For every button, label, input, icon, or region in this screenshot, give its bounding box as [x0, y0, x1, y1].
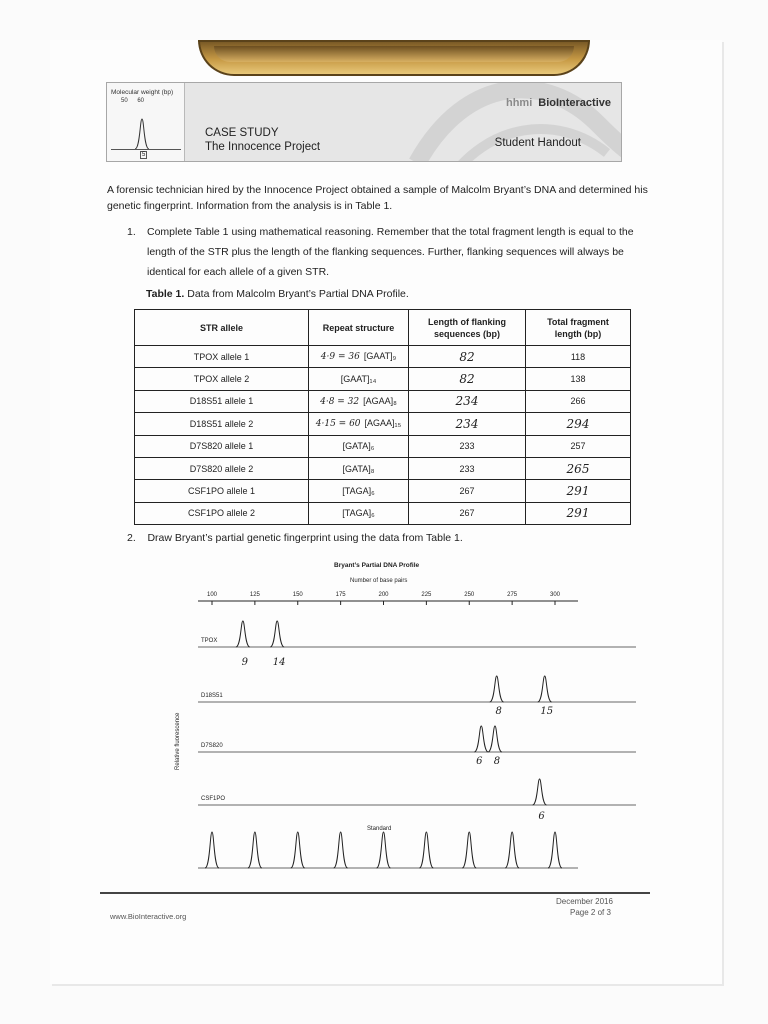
cell-allele-text: D7S820 allele 2 [189, 463, 254, 474]
lane-label: CSF1PO [201, 796, 226, 802]
x-tick-label: 125 [249, 592, 260, 598]
cell-repeat-text: [AGAA]₁₅ [364, 418, 402, 429]
handout-label: Student Handout [494, 137, 581, 149]
cell-total-text: 266 [570, 396, 586, 407]
footer-divider [100, 892, 650, 894]
lane-label: D7S820 [201, 743, 223, 749]
cell-repeat-text: [TAGA]₆ [342, 508, 375, 519]
peak-label: 9 [241, 657, 249, 668]
x-tick-label: 100 [206, 592, 218, 598]
question-2-number: 2. [127, 532, 136, 544]
mw-ticks: 50 60 [121, 98, 145, 104]
peak [377, 832, 391, 868]
x-tick-label: 300 [549, 592, 561, 598]
cell-repeat-text: [TAGA]₆ [342, 486, 375, 497]
cell-allele-text: TPOX allele 2 [193, 374, 250, 385]
cell-flanking-text: 82 [459, 349, 475, 364]
peak [291, 832, 305, 868]
cell-total-text: 257 [570, 441, 586, 452]
peak [205, 832, 219, 868]
question-2-text: Draw Bryant’s partial genetic fingerprint using the data from Table 1. [147, 532, 463, 544]
lane-label: D18S51 [201, 693, 223, 699]
cell-flanking-text: 234 [455, 394, 479, 409]
handwritten-note: 4·15 = 60 [315, 419, 361, 430]
cell-total-text: 265 [566, 461, 590, 476]
peak [462, 832, 476, 868]
cell-flanking-text: 267 [459, 508, 475, 519]
peak-label: 8 [495, 706, 502, 717]
x-tick-label: 250 [464, 592, 475, 598]
cell-repeat-text: [AGAA]₈ [363, 395, 397, 406]
chart-ylabel: Relative fluorescence [175, 712, 181, 770]
cell-flanking-text: 233 [459, 463, 475, 474]
cell-repeat-text: [GAAT]₉ [363, 351, 397, 362]
col-header-flanking: Length of flanking sequences (bp) [409, 310, 526, 346]
mw-label: Molecular weight (bp) [111, 89, 174, 96]
lane-label: Standard [367, 826, 392, 832]
intro-paragraph: A forensic technician hired by the Innocence Project obtained a sample of Malcolm Bryant’s DNA and determined his genetic fingerprint. Information from the analysis is in Table 1. [107, 184, 648, 212]
footer-url: www.BioInteractive.org [110, 912, 187, 921]
cell-total-text: 138 [570, 374, 586, 385]
brand-hhmi: hhmi [505, 97, 533, 109]
lane-label: TPOX [201, 638, 218, 644]
peak [490, 676, 504, 702]
footer-date: December 2016 [556, 897, 613, 906]
cell-flanking-text: 233 [459, 441, 475, 452]
x-tick-label: 225 [421, 592, 432, 598]
cell-flanking-text: 267 [459, 486, 475, 497]
x-tick-label: 175 [335, 592, 346, 598]
col-header-total: Total fragment length (bp) [526, 310, 631, 346]
peak [548, 832, 562, 868]
cell-allele-text: D18S51 allele 2 [189, 418, 254, 429]
peak [538, 676, 552, 702]
cell-allele-text: D18S51 allele 1 [189, 396, 254, 407]
peak-label: 6 [538, 811, 545, 822]
cell-allele-text: CSF1PO allele 2 [187, 508, 256, 519]
x-tick-label: 150 [292, 592, 303, 598]
peak [270, 621, 284, 647]
col-header-repeat: Repeat structure [309, 310, 409, 346]
cell-flanking-text: 82 [459, 372, 475, 387]
cell-total-text: 118 [570, 351, 586, 362]
peak-label: 15 [540, 706, 554, 717]
x-tick-label: 275 [507, 592, 518, 598]
cell-flanking-text: 234 [455, 416, 479, 431]
cell-allele-text: D7S820 allele 1 [189, 441, 254, 452]
peak [488, 726, 502, 752]
cell-repeat-text: [GAAT]₁₄ [340, 374, 377, 385]
peak-label: 14 [272, 657, 286, 668]
peak [248, 832, 262, 868]
case-study-label: CASE STUDY [205, 127, 279, 139]
peak [474, 726, 488, 752]
col-header-allele: STR allele [135, 310, 309, 346]
table-caption-label: Table 1. [146, 288, 185, 300]
question-1-text: Complete Table 1 using mathematical reasoning. Remember that the total fragment length is equal to the length of the STR plus the length of the flanking sequences. Further, flanking sequences will always be identical for each allele of a given STR. [147, 226, 634, 278]
peak [419, 832, 433, 868]
handwritten-note: 4·9 = 36 [320, 352, 360, 363]
brand-name: BioInteractive [538, 97, 611, 109]
cell-repeat-text: [GATA]₆ [342, 441, 375, 452]
question-1-number: 1. [127, 226, 136, 238]
mw-marker: 5 [142, 152, 146, 158]
cell-allele-text: TPOX allele 1 [193, 351, 250, 362]
chart-xlabel: Number of base pairs [350, 578, 408, 584]
cell-total-text: 291 [566, 506, 590, 521]
peak [505, 832, 519, 868]
peak [533, 779, 547, 805]
table-caption-text: Data from Malcolm Bryant’s Partial DNA Profile. [184, 288, 409, 300]
project-title: The Innocence Project [205, 141, 321, 153]
x-tick-label: 200 [378, 592, 389, 598]
chart-title: Bryant’s Partial DNA Profile [334, 562, 420, 569]
cell-allele-text: CSF1PO allele 1 [187, 486, 256, 497]
cell-repeat-text: [GATA]₈ [342, 463, 375, 474]
peak-label: 8 [493, 756, 501, 767]
peak-label: 6 [476, 756, 483, 767]
cell-total-text: 294 [566, 416, 590, 431]
footer-page: Page 2 of 3 [570, 908, 611, 917]
peak [334, 832, 348, 868]
peak [236, 621, 250, 647]
cell-total-text: 291 [566, 484, 590, 499]
handwritten-note: 4·8 = 32 [320, 396, 360, 407]
